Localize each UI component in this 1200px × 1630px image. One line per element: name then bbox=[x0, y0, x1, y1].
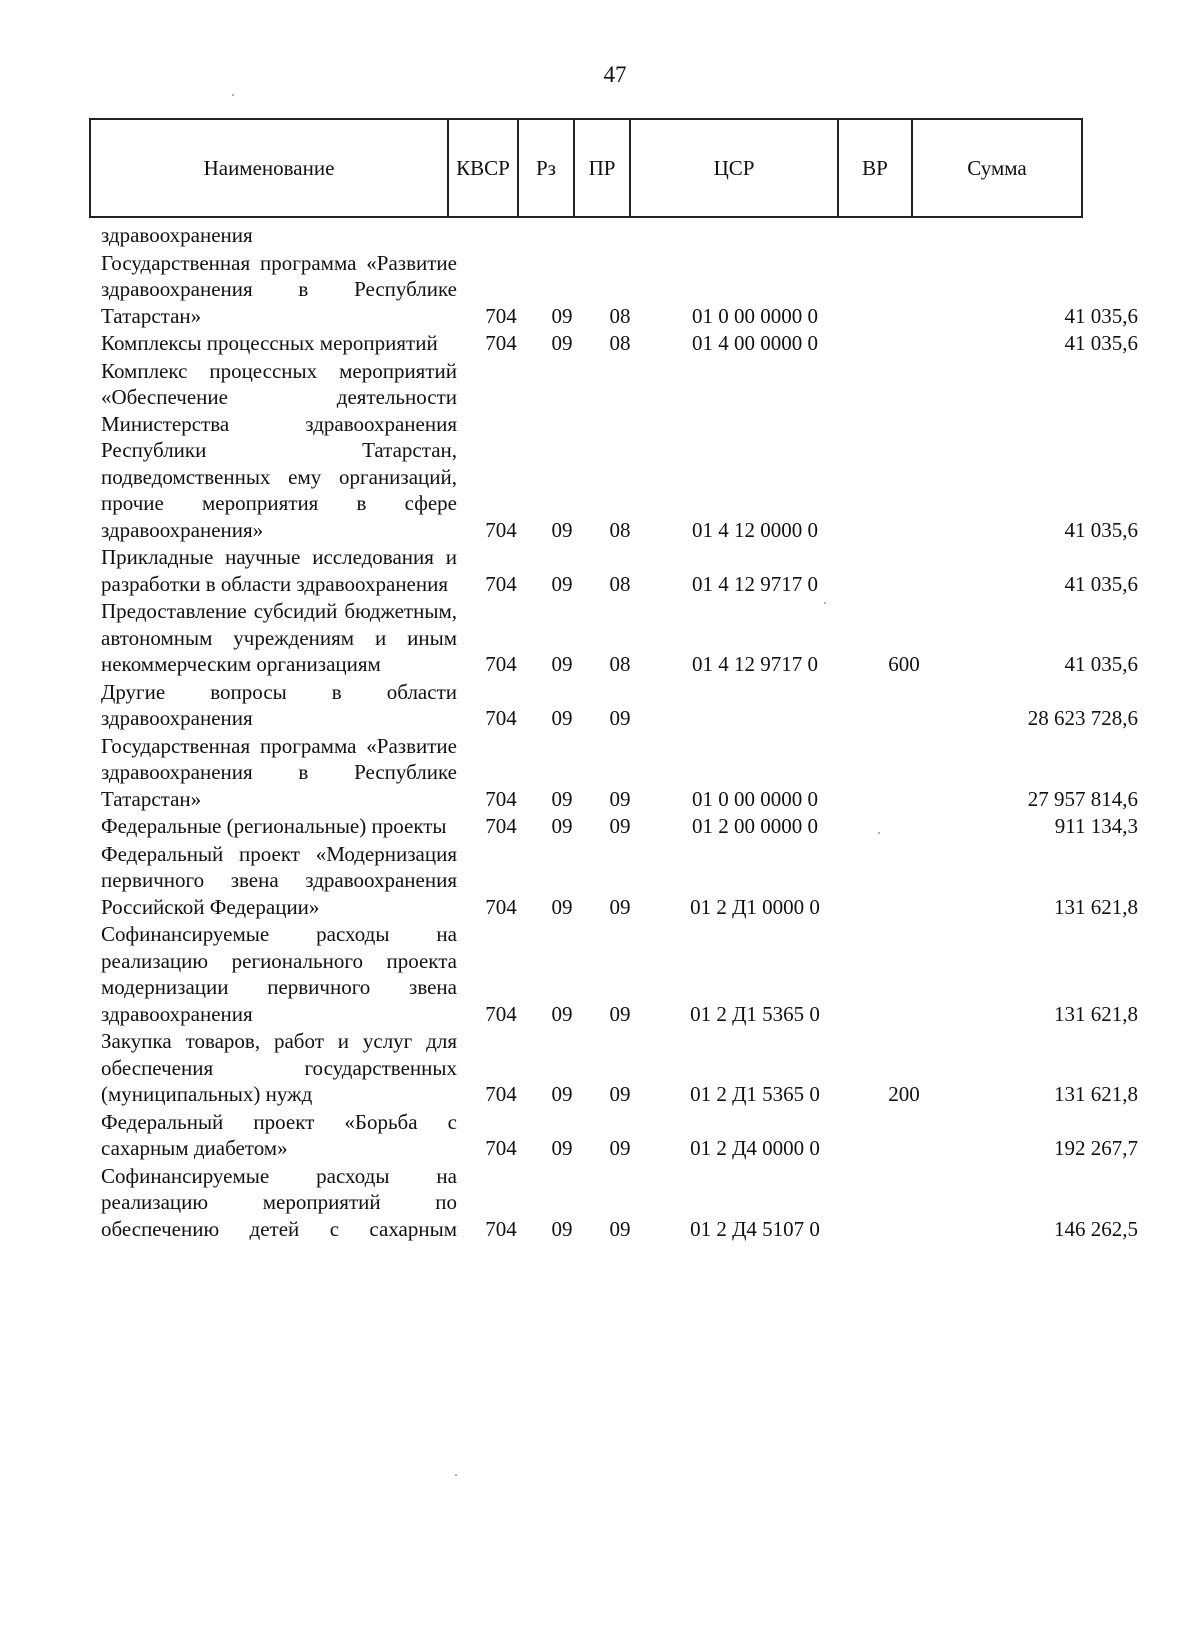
row-sum: 192 267,7 bbox=[1054, 1136, 1138, 1160]
table-row bbox=[0, 813, 1200, 840]
table-row bbox=[0, 598, 1200, 678]
row-kvsr: 704 bbox=[485, 571, 517, 596]
row-name: Федеральные (региональные) проекты bbox=[101, 814, 447, 838]
header-pr: ПР bbox=[575, 120, 631, 216]
row-csr: 01 4 12 9717 0 bbox=[692, 571, 818, 596]
header-name: Наименование bbox=[91, 120, 449, 216]
row-pr: 09 bbox=[609, 1082, 631, 1106]
scan-speck bbox=[455, 1474, 457, 1476]
row-rz: 09 bbox=[551, 706, 573, 730]
row-rz: 09 bbox=[551, 571, 573, 596]
row-pr: 09 bbox=[609, 1001, 631, 1026]
scan-speck bbox=[232, 94, 234, 96]
table-row bbox=[0, 1028, 1200, 1108]
header-kvsr: КВСР bbox=[449, 120, 519, 216]
row-pr: 08 bbox=[609, 303, 631, 328]
header-vr: ВР bbox=[839, 120, 913, 216]
header-csr: ЦСР bbox=[631, 120, 839, 216]
row-kvsr: 704 bbox=[485, 1001, 517, 1026]
row-kvsr: 704 bbox=[485, 303, 517, 328]
row-csr: 01 0 00 0000 0 bbox=[692, 786, 818, 811]
row-kvsr: 704 bbox=[485, 517, 517, 542]
row-sum: 41 035,6 bbox=[1064, 303, 1138, 328]
row-kvsr: 704 bbox=[485, 894, 517, 919]
row-rz: 09 bbox=[551, 517, 573, 542]
row-kvsr: 704 bbox=[485, 814, 517, 838]
table-row bbox=[0, 921, 1200, 1027]
row-name: Федеральный проект «Модернизация первичного звена здравоохранения Российской Федерации» bbox=[101, 841, 457, 919]
row-csr: 01 0 00 0000 0 bbox=[692, 303, 818, 328]
row-sum: 28 623 728,6 bbox=[1027, 706, 1138, 730]
row-sum: 41 035,6 bbox=[1064, 331, 1138, 355]
row-pr: 08 bbox=[609, 652, 631, 676]
row-pr: 08 bbox=[609, 571, 631, 596]
row-name: Государственная программа «Развитие здравоохранения в Республике Татарстан» bbox=[101, 250, 457, 328]
row-name: Комплексы процессных мероприятий bbox=[101, 331, 438, 355]
row-name: Государственная программа «Развитие здравоохранения в Республике Татарстан» bbox=[101, 733, 457, 811]
row-name: здравоохранения bbox=[101, 223, 253, 247]
row-csr: 01 2 00 0000 0 bbox=[692, 814, 818, 838]
row-csr: 01 2 Д4 5107 0 bbox=[690, 1216, 820, 1241]
row-name: Софинансируемые расходы на реализацию мероприятий по обеспечению детей с сахарным bbox=[101, 1163, 457, 1241]
row-pr: 09 bbox=[609, 706, 631, 730]
row-name: Закупка товаров, работ и услуг для обеспечения государственных (муниципальных) нужд bbox=[101, 1029, 457, 1106]
row-csr: 01 2 Д1 0000 0 bbox=[690, 894, 820, 919]
row-rz: 09 bbox=[551, 331, 573, 355]
row-kvsr: 704 bbox=[485, 706, 517, 730]
row-sum: 41 035,6 bbox=[1064, 517, 1138, 542]
table-row bbox=[0, 679, 1200, 732]
table-row bbox=[0, 250, 1200, 330]
row-vr: 600 bbox=[888, 652, 920, 676]
row-sum: 41 035,6 bbox=[1064, 571, 1138, 596]
table-row bbox=[0, 841, 1200, 921]
row-rz: 09 bbox=[551, 1136, 573, 1160]
row-csr: 01 4 12 0000 0 bbox=[692, 517, 818, 542]
row-csr: 01 4 00 0000 0 bbox=[692, 331, 818, 355]
page-number: 47 bbox=[603, 62, 627, 87]
row-sum: 131 621,8 bbox=[1054, 894, 1138, 919]
row-sum: 41 035,6 bbox=[1064, 652, 1138, 676]
row-rz: 09 bbox=[551, 814, 573, 838]
row-name: Предоставление субсидий бюджетным, автономным учреждениям и иным некоммерческим организациям bbox=[101, 599, 457, 676]
row-rz: 09 bbox=[551, 1216, 573, 1241]
table-row bbox=[0, 358, 1200, 544]
row-sum: 131 621,8 bbox=[1054, 1082, 1138, 1106]
header-rz: Рз bbox=[519, 120, 575, 216]
row-rz: 09 bbox=[551, 1001, 573, 1026]
table-row bbox=[0, 222, 1200, 249]
row-csr: 01 2 Д4 0000 0 bbox=[690, 1136, 820, 1160]
table-header bbox=[89, 118, 1083, 218]
row-name: Федеральный проект «Борьба с сахарным диабетом» bbox=[101, 1109, 457, 1160]
row-sum: 27 957 814,6 bbox=[1027, 786, 1138, 811]
row-kvsr: 704 bbox=[485, 1216, 517, 1241]
row-rz: 09 bbox=[551, 786, 573, 811]
row-kvsr: 704 bbox=[485, 786, 517, 811]
table-row bbox=[0, 330, 1200, 357]
row-pr: 09 bbox=[609, 894, 631, 919]
row-rz: 09 bbox=[551, 652, 573, 676]
row-pr: 08 bbox=[609, 517, 631, 542]
row-pr: 08 bbox=[609, 331, 631, 355]
row-kvsr: 704 bbox=[485, 652, 517, 676]
row-rz: 09 bbox=[551, 894, 573, 919]
scan-speck bbox=[824, 602, 826, 604]
row-kvsr: 704 bbox=[485, 1082, 517, 1106]
row-pr: 09 bbox=[609, 1136, 631, 1160]
row-sum: 146 262,5 bbox=[1054, 1216, 1138, 1241]
header-sum: Сумма bbox=[967, 155, 1027, 180]
row-sum: 911 134,3 bbox=[1054, 814, 1138, 838]
row-name: Софинансируемые расходы на реализацию регионального проекта модернизации первичного звена здравоохранения bbox=[101, 922, 457, 1026]
row-csr: 01 4 12 9717 0 bbox=[692, 652, 818, 676]
table-row bbox=[0, 1163, 1200, 1243]
scan-speck bbox=[878, 832, 880, 834]
row-rz: 09 bbox=[551, 1082, 573, 1106]
row-kvsr: 704 bbox=[485, 331, 517, 355]
table-row bbox=[0, 544, 1200, 597]
row-rz: 09 bbox=[551, 303, 573, 328]
row-kvsr: 704 bbox=[485, 1136, 517, 1160]
row-pr: 09 bbox=[609, 1216, 631, 1241]
table-row bbox=[0, 733, 1200, 813]
row-sum: 131 621,8 bbox=[1054, 1001, 1138, 1026]
row-csr: 01 2 Д1 5365 0 bbox=[690, 1001, 820, 1026]
row-pr: 09 bbox=[609, 786, 631, 811]
row-name: Другие вопросы в области здравоохранения bbox=[101, 679, 457, 730]
row-vr: 200 bbox=[888, 1082, 920, 1106]
table-body bbox=[0, 222, 1200, 1243]
table-row bbox=[0, 1109, 1200, 1162]
row-csr: 01 2 Д1 5365 0 bbox=[690, 1082, 820, 1106]
row-pr: 09 bbox=[609, 814, 631, 838]
row-name: Прикладные научные исследования и разработки в области здравоохранения bbox=[101, 545, 457, 596]
row-name: Комплекс процессных мероприятий «Обеспечение деятельности Министерства здравоохранения Республики Татарстан, подведомственных ему организаций, прочие мероприятия в сфере здравоохранения» bbox=[101, 358, 457, 542]
